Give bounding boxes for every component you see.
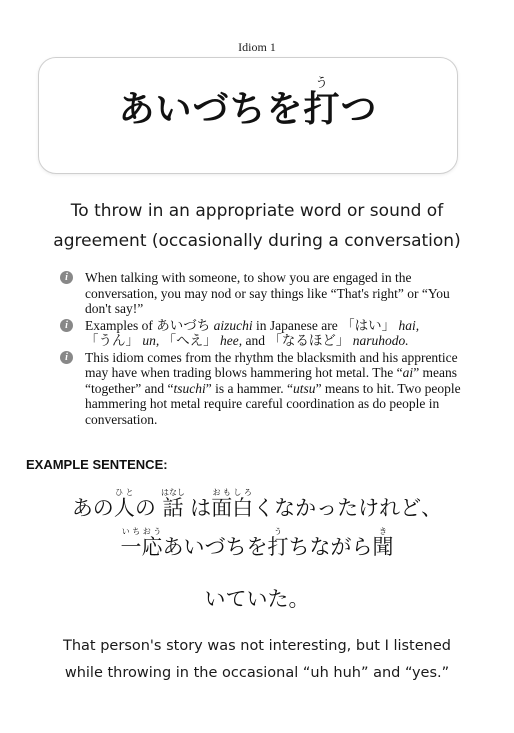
- title-furigana: う: [303, 76, 341, 91]
- note-item: i Examples of あいづち aizuchi in Japanese are 「はい」 hai, 「うん」 un, 「へえ」 hee, and 「なるほど」 naruhodo.: [60, 318, 470, 349]
- example-sentence-line-2: 一応いちおうあいづちを打うちながら聞き: [120, 527, 394, 559]
- example-heading: EXAMPLE SENTENCE:: [26, 457, 168, 472]
- note-item: i When talking with someone, to show you are engaged in the conversation, you may nod or say things like “That's right” or “You don't say!”: [60, 270, 470, 317]
- translation-line-1: That person's story was not interesting, but I listened: [63, 638, 451, 654]
- idiom-number: Idiom 1: [238, 40, 276, 54]
- translation-line-2: while throwing in the occasional “uh huh” and “yes.”: [64, 665, 450, 681]
- title-kana: あいづちを: [118, 89, 304, 130]
- idiom-meaning: [20, 196, 494, 256]
- info-icon: i: [60, 351, 73, 364]
- idiom-title-box: [38, 57, 458, 174]
- meaning-line-2: agreement (occasionally during a conversation): [53, 231, 461, 251]
- note-item: i This idiom comes from the rhythm the blacksmith and his apprentice may have when trading blows hammering hot metal. The “ai” means “together” and “tsuchi” is a hammer. “utsu” means to hit. Two people hammering hot metal require careful coordination as do people in conversation.: [60, 350, 470, 428]
- example-sentence-line-1: あの人ひとの 話はなし は面白おもしろくなかったけれど、: [71, 488, 443, 520]
- info-icon: i: [60, 319, 73, 332]
- meaning-line-1: To throw in an appropriate word or sound of: [70, 201, 444, 221]
- idiom-title: [39, 76, 457, 144]
- example-sentence-line-3: いていた。: [204, 587, 310, 611]
- example-translation: [20, 633, 494, 687]
- title-suffix: つ: [340, 89, 378, 130]
- title-kanji: 打う: [303, 76, 341, 130]
- notes-list: [60, 270, 470, 428]
- info-icon: i: [60, 271, 73, 284]
